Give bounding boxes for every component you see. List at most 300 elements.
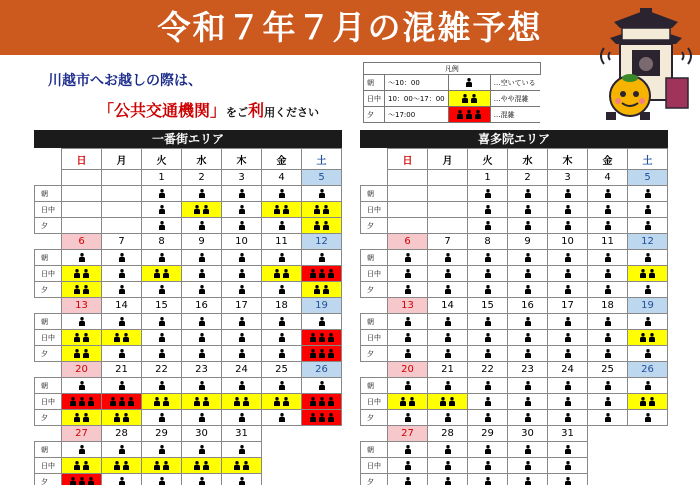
crowd-level-cell xyxy=(588,410,628,426)
period-label: 夕 xyxy=(35,282,62,298)
crowd-level-cell xyxy=(102,250,142,266)
date-cell: 3 xyxy=(222,170,262,186)
crowd-people-icon xyxy=(405,253,411,262)
crowd-level-cell xyxy=(182,266,222,282)
date-cell: 24 xyxy=(222,362,262,378)
crowd-level-cell xyxy=(548,394,588,410)
date-cell: 2 xyxy=(508,170,548,186)
date-cell: 6 xyxy=(62,234,102,250)
date-cell: 1 xyxy=(142,170,182,186)
date-cell: 9 xyxy=(182,234,222,250)
crowd-people-icon xyxy=(279,381,285,390)
period-row xyxy=(361,346,668,362)
date-cell: 15 xyxy=(142,298,182,314)
crowd-level-cell xyxy=(588,378,628,394)
date-cell: 8 xyxy=(142,234,182,250)
crowd-level-cell xyxy=(302,266,342,282)
crowd-level-cell xyxy=(102,218,142,234)
crowd-people-icon xyxy=(199,285,205,294)
crowd-level-cell xyxy=(468,186,508,202)
area-title: 喜多院エリア xyxy=(360,130,668,148)
crowd-level-cell xyxy=(142,218,182,234)
period-label: 日中 xyxy=(361,266,388,282)
crowd-people-icon xyxy=(79,253,85,262)
crowd-people-icon xyxy=(485,317,491,326)
crowd-people-icon xyxy=(239,381,245,390)
date-cell: 25 xyxy=(262,362,302,378)
period-row xyxy=(35,442,342,458)
date-cell: 9 xyxy=(508,234,548,250)
crowd-people-icon xyxy=(445,285,451,294)
date-cell: 12 xyxy=(628,234,668,250)
date-cell: 13 xyxy=(388,298,428,314)
crowd-level-cell xyxy=(142,314,182,330)
period-label: 夕 xyxy=(361,218,388,234)
crowd-people-icon xyxy=(565,317,571,326)
period-row xyxy=(361,218,668,234)
crowd-level-cell xyxy=(588,282,628,298)
date-cell: 21 xyxy=(102,362,142,378)
crowd-level-cell xyxy=(142,186,182,202)
crowd-people-icon xyxy=(74,413,89,422)
crowd-people-icon xyxy=(445,253,451,262)
crowd-people-icon xyxy=(110,397,134,406)
crowd-people-icon xyxy=(279,189,285,198)
crowd-people-icon xyxy=(525,413,531,422)
crowd-level-cell xyxy=(548,218,588,234)
crowd-people-icon xyxy=(485,445,491,454)
weekday-header: 月 xyxy=(102,149,142,170)
crowd-people-icon xyxy=(445,269,451,278)
crowd-people-icon xyxy=(485,349,491,358)
period-row xyxy=(35,394,342,410)
period-label: 日中 xyxy=(35,330,62,346)
crowd-level-cell xyxy=(428,218,468,234)
period-label: 朝 xyxy=(361,314,388,330)
date-row xyxy=(35,362,342,378)
date-cell: 14 xyxy=(428,298,468,314)
crowd-people-icon xyxy=(525,253,531,262)
crowd-people-icon xyxy=(319,317,325,326)
crowd-people-icon xyxy=(194,461,209,470)
crowd-level-cell xyxy=(222,186,262,202)
crowd-people-icon xyxy=(525,189,531,198)
crowd-level-cell xyxy=(468,282,508,298)
date-row xyxy=(361,234,668,250)
crowd-level-cell xyxy=(102,314,142,330)
crowd-people-icon xyxy=(119,285,125,294)
crowd-level-cell xyxy=(388,378,428,394)
crowd-level-cell xyxy=(548,250,588,266)
period-row xyxy=(361,442,668,458)
crowd-level-cell xyxy=(262,378,302,394)
date-row xyxy=(361,362,668,378)
date-cell: 30 xyxy=(182,426,222,442)
crowd-level-cell xyxy=(102,186,142,202)
crowd-level-cell xyxy=(142,202,182,218)
legend-level-label: …やや混雑 xyxy=(490,91,540,107)
crowd-level-cell xyxy=(508,442,548,458)
corner-cell xyxy=(361,149,388,170)
crowd-level-cell xyxy=(62,202,102,218)
crowd-level-cell xyxy=(62,314,102,330)
legend-row xyxy=(364,75,541,91)
legend xyxy=(363,62,541,123)
crowd-level-cell xyxy=(508,282,548,298)
crowd-people-icon xyxy=(279,253,285,262)
crowd-people-icon xyxy=(199,349,205,358)
crowd-level-cell xyxy=(102,282,142,298)
period-row xyxy=(35,410,342,426)
crowd-level-cell xyxy=(102,378,142,394)
date-cell: 16 xyxy=(508,298,548,314)
crowd-people-icon xyxy=(485,333,491,342)
crowd-people-icon xyxy=(565,381,571,390)
crowd-level-cell xyxy=(508,458,548,474)
crowd-people-icon xyxy=(605,381,611,390)
crowd-level-cell xyxy=(468,410,508,426)
period-row xyxy=(35,458,342,474)
date-cell: 31 xyxy=(222,426,262,442)
crowd-people-icon xyxy=(645,381,651,390)
crowd-level-cell xyxy=(222,346,262,362)
crowd-level-cell xyxy=(428,266,468,282)
crowd-people-icon xyxy=(405,317,411,326)
crowd-level-cell xyxy=(628,346,668,362)
crowd-level-cell xyxy=(428,250,468,266)
crowd-level-cell xyxy=(548,458,588,474)
period-row xyxy=(35,218,342,234)
date-cell xyxy=(428,170,468,186)
crowd-level-cell xyxy=(262,250,302,266)
crowd-people-icon xyxy=(159,189,165,198)
crowd-people-icon xyxy=(525,317,531,326)
crowd-level-cell xyxy=(142,282,182,298)
crowd-people-icon xyxy=(645,253,651,262)
crowd-people-icon xyxy=(405,269,411,278)
crowd-level-cell xyxy=(182,186,222,202)
crowd-level-cell xyxy=(428,474,468,485)
crowd-level-cell xyxy=(62,266,102,282)
crowd-level-cell xyxy=(262,186,302,202)
crowd-people-icon xyxy=(565,205,571,214)
crowd-level-cell xyxy=(588,218,628,234)
crowd-level-cell xyxy=(548,346,588,362)
crowd-people-icon xyxy=(239,269,245,278)
legend-level-label: …空いている xyxy=(490,75,540,91)
crowd-people-icon xyxy=(445,333,451,342)
period-label: 日中 xyxy=(35,202,62,218)
period-label: 日中 xyxy=(361,202,388,218)
crowd-level-cell xyxy=(388,186,428,202)
crowd-people-icon xyxy=(239,333,245,342)
date-cell: 23 xyxy=(508,362,548,378)
crowd-level-cell xyxy=(62,378,102,394)
crowd-people-icon xyxy=(159,477,165,485)
crowd-people-icon xyxy=(114,413,129,422)
crowd-people-icon xyxy=(525,461,531,470)
crowd-level-cell xyxy=(548,282,588,298)
crowd-people-icon xyxy=(74,285,89,294)
weekday-header: 月 xyxy=(428,149,468,170)
crowd-level-cell xyxy=(428,442,468,458)
crowd-level-cell xyxy=(222,394,262,410)
legend-level-2-swatch xyxy=(448,91,490,107)
date-cell: 19 xyxy=(628,298,668,314)
crowd-level-cell xyxy=(302,314,342,330)
period-row xyxy=(35,202,342,218)
crowd-level-cell xyxy=(588,186,628,202)
crowd-people-icon xyxy=(485,221,491,230)
period-row xyxy=(361,394,668,410)
crowd-people-icon xyxy=(154,269,169,278)
crowd-level-cell xyxy=(508,186,548,202)
crowd-level-cell xyxy=(508,314,548,330)
crowd-people-icon xyxy=(310,269,334,278)
crowd-people-icon xyxy=(119,317,125,326)
crowd-people-icon xyxy=(79,381,85,390)
crowd-level-cell xyxy=(262,330,302,346)
crowd-people-icon xyxy=(525,269,531,278)
crowd-level-cell xyxy=(182,282,222,298)
crowd-level-cell xyxy=(628,410,668,426)
crowd-people-icon xyxy=(605,333,611,342)
period-label: 日中 xyxy=(361,394,388,410)
crowd-level-cell xyxy=(182,394,222,410)
crowd-people-icon xyxy=(310,333,334,342)
crowd-people-icon xyxy=(605,221,611,230)
title-banner xyxy=(0,0,700,55)
crowd-people-icon xyxy=(485,477,491,485)
crowd-people-icon xyxy=(525,397,531,406)
crowd-level-cell xyxy=(102,394,142,410)
crowd-people-icon xyxy=(199,221,205,230)
page-title: 令和７年７月の混雑予想 xyxy=(157,8,543,47)
crowd-people-icon xyxy=(565,413,571,422)
legend-time-label: 日中 xyxy=(364,91,385,107)
crowd-people-icon xyxy=(445,413,451,422)
crowd-people-icon xyxy=(159,221,165,230)
crowd-level-cell xyxy=(182,218,222,234)
period-row xyxy=(361,186,668,202)
period-row xyxy=(361,378,668,394)
crowd-level-cell xyxy=(102,474,142,485)
crowd-people-icon xyxy=(605,317,611,326)
crowd-level-cell xyxy=(222,202,262,218)
crowd-level-cell xyxy=(222,314,262,330)
legend-time-range: 10：00～17：00 xyxy=(385,91,449,107)
weekday-header: 日 xyxy=(62,149,102,170)
crowd-level-cell xyxy=(548,330,588,346)
legend-time-range: ～10：00 xyxy=(385,75,449,91)
crowd-level-cell xyxy=(428,410,468,426)
crowd-people-icon xyxy=(645,349,651,358)
weekday-header: 木 xyxy=(222,149,262,170)
date-cell: 12 xyxy=(302,234,342,250)
crowd-people-icon xyxy=(525,477,531,485)
crowd-people-icon xyxy=(405,333,411,342)
intro-end-text: 用ください xyxy=(264,106,320,119)
date-cell xyxy=(388,170,428,186)
crowd-people-icon xyxy=(605,205,611,214)
weekday-header: 土 xyxy=(628,149,668,170)
period-label: 夕 xyxy=(35,218,62,234)
crowd-people-icon xyxy=(159,285,165,294)
period-label: 朝 xyxy=(361,186,388,202)
date-cell: 30 xyxy=(508,426,548,442)
crowd-people-icon xyxy=(466,78,472,87)
date-cell xyxy=(62,170,102,186)
crowd-people-icon xyxy=(405,445,411,454)
crowd-level-cell xyxy=(302,410,342,426)
date-cell: 3 xyxy=(548,170,588,186)
crowd-people-icon xyxy=(119,349,125,358)
crowd-level-cell xyxy=(428,282,468,298)
period-label: 夕 xyxy=(35,346,62,362)
crowd-level-cell xyxy=(62,346,102,362)
date-cell: 20 xyxy=(388,362,428,378)
crowd-people-icon xyxy=(525,381,531,390)
crowd-people-icon xyxy=(199,269,205,278)
weekday-header: 土 xyxy=(302,149,342,170)
crowd-level-cell xyxy=(388,282,428,298)
crowd-level-cell xyxy=(388,410,428,426)
crowd-level-cell xyxy=(428,202,468,218)
crowd-people-icon xyxy=(199,253,205,262)
crowd-level-cell xyxy=(222,410,262,426)
crowd-people-icon xyxy=(445,461,451,470)
date-cell: 5 xyxy=(628,170,668,186)
crowd-people-icon xyxy=(79,317,85,326)
weekday-header: 水 xyxy=(508,149,548,170)
crowd-people-icon xyxy=(445,349,451,358)
date-cell: 25 xyxy=(588,362,628,378)
area-title: 一番街エリア xyxy=(34,130,342,148)
period-label: 日中 xyxy=(35,266,62,282)
crowd-people-icon xyxy=(119,381,125,390)
period-row xyxy=(361,202,668,218)
crowd-people-icon xyxy=(310,413,334,422)
crowd-level-cell xyxy=(548,442,588,458)
period-row xyxy=(35,250,342,266)
crowd-level-cell xyxy=(222,442,262,458)
crowd-level-cell xyxy=(468,218,508,234)
crowd-people-icon xyxy=(605,253,611,262)
crowd-people-icon xyxy=(485,381,491,390)
crowd-level-cell xyxy=(548,266,588,282)
date-cell xyxy=(102,170,142,186)
date-cell: 27 xyxy=(62,426,102,442)
date-cell: 2 xyxy=(182,170,222,186)
date-cell: 23 xyxy=(182,362,222,378)
crowd-people-icon xyxy=(279,333,285,342)
crowd-level-cell xyxy=(102,458,142,474)
crowd-people-icon xyxy=(239,413,245,422)
date-row xyxy=(361,426,668,442)
period-row xyxy=(361,282,668,298)
crowd-people-icon xyxy=(565,333,571,342)
date-cell: 17 xyxy=(222,298,262,314)
crowd-level-cell xyxy=(508,266,548,282)
date-cell: 4 xyxy=(262,170,302,186)
crowd-people-icon xyxy=(605,285,611,294)
date-cell: 27 xyxy=(388,426,428,442)
date-cell: 13 xyxy=(62,298,102,314)
area-ichibangai xyxy=(34,130,342,485)
crowd-level-cell xyxy=(62,282,102,298)
crowd-people-icon xyxy=(239,349,245,358)
crowd-people-icon xyxy=(154,397,169,406)
crowd-people-icon xyxy=(159,333,165,342)
crowd-people-icon xyxy=(640,333,655,342)
period-row xyxy=(361,314,668,330)
crowd-level-cell xyxy=(262,282,302,298)
crowd-people-icon xyxy=(462,94,477,103)
crowd-people-icon xyxy=(234,397,249,406)
crowd-level-cell xyxy=(222,282,262,298)
crowd-level-cell xyxy=(62,250,102,266)
period-row xyxy=(35,314,342,330)
crowd-people-icon xyxy=(159,317,165,326)
crowd-people-icon xyxy=(565,221,571,230)
crowd-level-cell xyxy=(628,378,668,394)
crowd-level-cell xyxy=(388,202,428,218)
period-label: 朝 xyxy=(35,314,62,330)
date-cell: 29 xyxy=(142,426,182,442)
crowd-people-icon xyxy=(194,397,209,406)
crowd-level-cell xyxy=(468,346,508,362)
date-row xyxy=(35,426,342,442)
crowd-level-cell xyxy=(628,250,668,266)
crowd-people-icon xyxy=(239,205,245,214)
date-cell: 7 xyxy=(102,234,142,250)
crowd-level-cell xyxy=(628,282,668,298)
crowd-people-icon xyxy=(645,221,651,230)
period-row xyxy=(35,330,342,346)
crowd-level-cell xyxy=(588,202,628,218)
crowd-people-icon xyxy=(199,477,205,485)
crowd-level-cell xyxy=(262,314,302,330)
period-label: 夕 xyxy=(35,410,62,426)
crowd-level-cell xyxy=(388,250,428,266)
period-row xyxy=(361,458,668,474)
crowd-people-icon xyxy=(314,205,329,214)
crowd-people-icon xyxy=(405,381,411,390)
crowd-people-icon xyxy=(310,397,334,406)
intro-highlight-transit: 公共交通機関 xyxy=(114,101,211,120)
period-row xyxy=(35,474,342,485)
crowd-people-icon xyxy=(405,413,411,422)
date-cell: 16 xyxy=(182,298,222,314)
crowd-people-icon xyxy=(159,253,165,262)
crowd-people-icon xyxy=(199,333,205,342)
crowd-level-cell xyxy=(388,458,428,474)
crowd-people-icon xyxy=(565,461,571,470)
crowd-people-icon xyxy=(279,349,285,358)
crowd-level-cell xyxy=(222,458,262,474)
crowd-people-icon xyxy=(239,253,245,262)
date-row xyxy=(35,298,342,314)
legend-level-3-swatch xyxy=(448,107,490,123)
intro-line-2 xyxy=(98,98,319,121)
crowd-people-icon xyxy=(485,205,491,214)
crowd-people-icon xyxy=(400,397,415,406)
crowd-people-icon xyxy=(234,461,249,470)
period-label: 朝 xyxy=(35,378,62,394)
crowd-level-cell xyxy=(548,474,588,485)
date-cell: 21 xyxy=(428,362,468,378)
crowd-people-icon xyxy=(485,253,491,262)
